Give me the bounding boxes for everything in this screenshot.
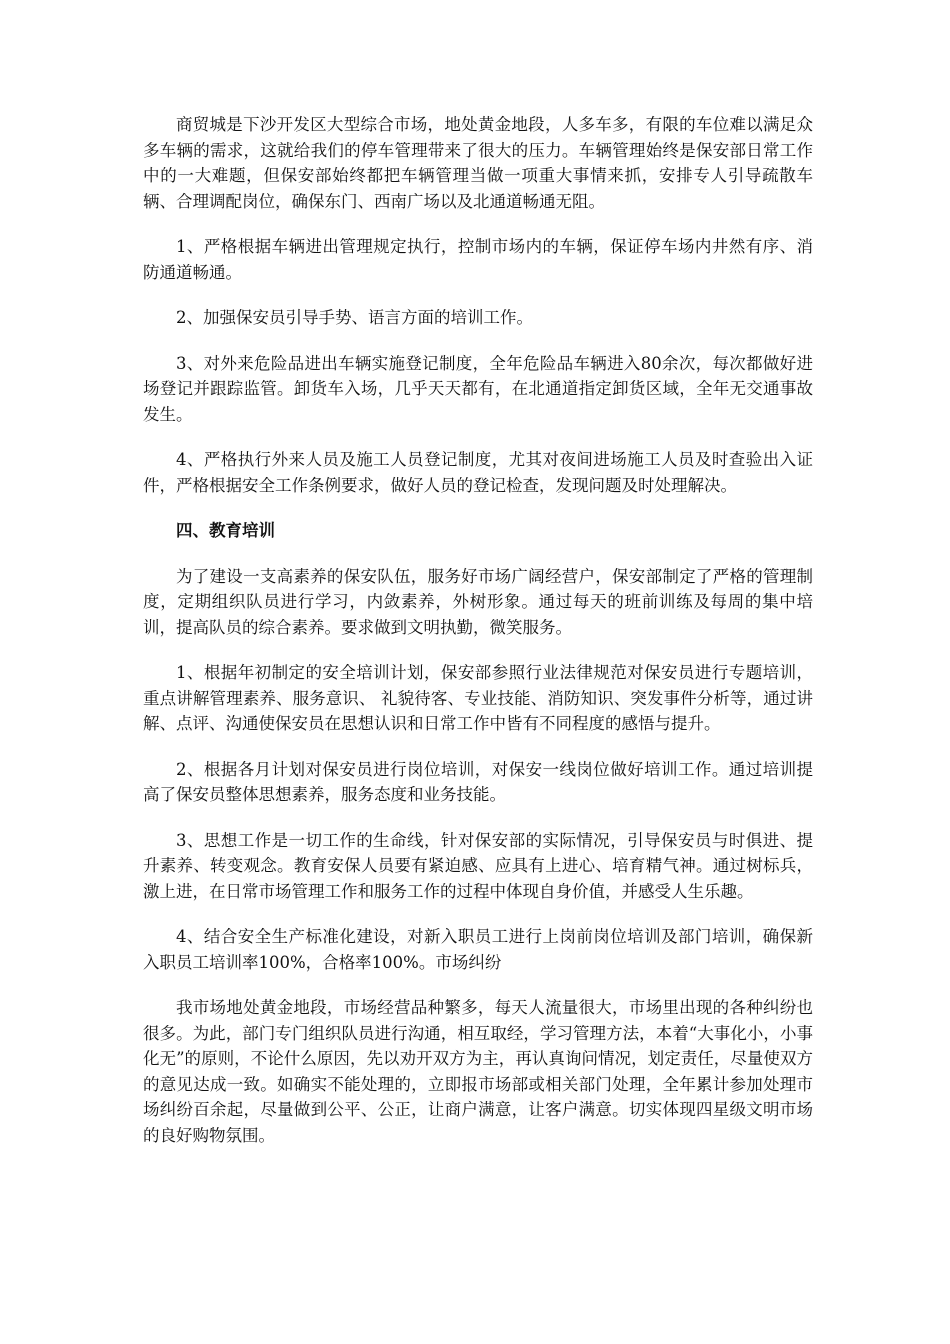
para-parking-item-1: 1、严格根据车辆进出管理规定执行，控制市场内的车辆，保证停车场内井然有序、消防通道畅通。 — [143, 237, 813, 282]
para-training-intro: 为了建设一支高素养的保安队伍，服务好市场广阔经营户，保安部制定了严格的管理制度，定期组织队员进行学习，内敛素养，外树形象。通过每天的班前训练及每周的集中培训，提高队员的综合素养。要求做到文明执勤，微笑服务。 — [143, 566, 813, 637]
para-parking-item-2: 2、加强保安员引导手势、语言方面的培训工作。 — [176, 308, 533, 327]
para-parking-item-3: 3、对外来危险品进出车辆实施登记制度，全年危险品车辆进入80余次，每次都做好进场登记并跟踪监管。卸货车入场，几乎天天都有，在北通道指定卸货区域，全年无交通事故发生。 — [143, 353, 813, 424]
para-training-item-2: 2、根据各月计划对保安员进行岗位培训，对保安一线岗位做好培训工作。通过培训提高了保安员整体思想素养，服务态度和业务技能。 — [143, 759, 813, 804]
para-training-item-4: 4、结合安全生产标准化建设，对新入职员工进行上岗前岗位培训及部门培训，确保新入职员工培训率100%，合格率100%。市场纠纷 — [143, 927, 813, 972]
para-market-disputes: 我市场地处黄金地段，市场经营品种繁多，每天人流量很大，市场里出现的各种纠纷也很多。为此，部门专门组织队员进行沟通，相互取经，学习管理方法，本着“大事化小，小事化无”的原则，不论什么原因，先以劝开双方为主，再认真询问情况，划定责任，尽量使双方的意见达成一致。如确实不能处理的，立即报市场部或相关部门处理，全年累计参加处理市场纠纷百余起，尽量做到公平、公正，让商户满意，让客户满意。切实体现四星级文明市场的良好购物氛围。 — [143, 998, 813, 1145]
para-parking-intro: 商贸城是下沙开发区大型综合市场，地处黄金地段，人多车多，有限的车位难以满足众多车辆的需求，这就给我们的停车管理带来了很大的压力。车辆管理始终是保安部日常工作中的一大难题，但保安部始终都把车辆管理当做一项重大事情来抓，安排专人引导疏散车辆、合理调配岗位，确保东门、西南广场以及北通道畅通无阻。 — [143, 115, 813, 211]
para-parking-item-4: 4、严格执行外来人员及施工人员登记制度，尤其对夜间进场施工人员及时查验出入证件，严格根据安全工作条例要求，做好人员的登记检查，发现问题及时处理解决。 — [143, 450, 813, 495]
section-heading-education-training: 四、教育培训 — [176, 521, 275, 540]
document-page — [143, 112, 813, 1168]
para-training-item-3: 3、思想工作是一切工作的生命线，针对保安部的实际情况，引导保安员与时俱进、提升素养、转变观念。教育安保人员要有紧迫感、应具有上进心、培育精气神。通过树标兵，激上进，在日常市场管理工作和服务工作的过程中体现自身价值，并感受人生乐趣。 — [143, 830, 813, 901]
para-training-item-1: 1、根据年初制定的安全培训计划，保安部参照行业法律规范对保安员进行专题培训，重点讲解管理素养、服务意识、 礼貌待客、专业技能、消防知识、突发事件分析等，通过讲解、点评、沟通使保安员在思想认识和日常工作中皆有不同程度的感悟与提升。 — [143, 663, 813, 733]
